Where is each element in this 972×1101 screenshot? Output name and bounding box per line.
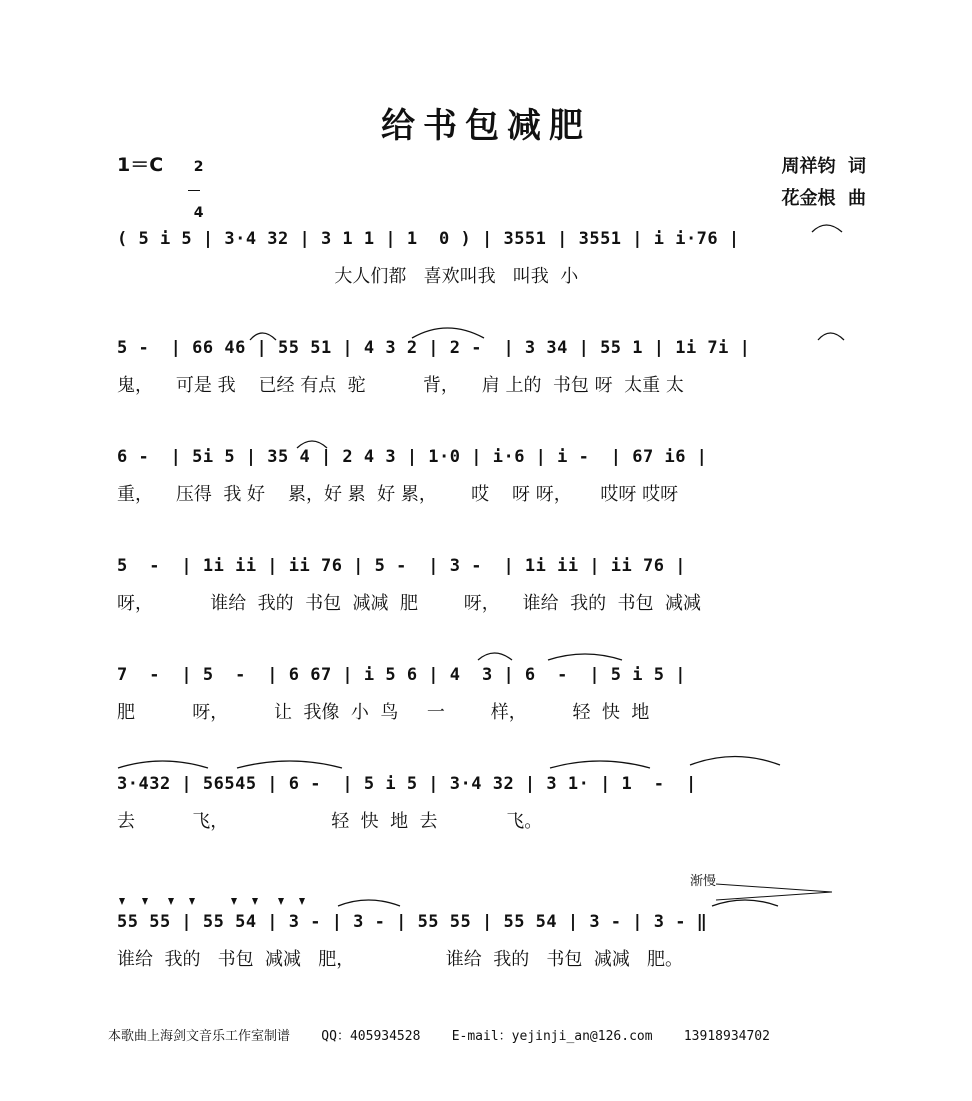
slur-mark <box>237 761 342 768</box>
staccato-mark <box>119 898 125 905</box>
lyrics-line-6: 去 飞， 轻 快 地 去 飞。 <box>117 811 543 832</box>
slur-mark <box>338 900 400 906</box>
slur-mark <box>812 225 842 232</box>
tempo-marking: 渐慢 <box>690 874 717 889</box>
slur-mark <box>297 441 327 448</box>
slur-mark <box>712 900 778 906</box>
notation-line-3: 6 - | 5i 5 | 35 4 | 2 4 3 | 1·0 | i·6 | i - | 67 i6 | <box>117 447 708 467</box>
slur-mark <box>548 654 622 660</box>
staccato-mark <box>299 898 305 905</box>
lyrics-line-2: 鬼， 可是 我 已经 有点 驼 背， 肩 上的 书包 呀 太重 太 <box>117 375 684 396</box>
lyrics-line-1: 大人们都 喜欢叫我 叫我 小 <box>117 266 579 287</box>
slur-mark <box>818 333 844 340</box>
composer-credit: 花金根 曲 <box>781 188 866 209</box>
lyrics-line-7: 谁给 我的 书包 减减 肥， 谁给 我的 书包 减减 肥。 <box>117 949 683 970</box>
tie-mark <box>690 757 780 766</box>
staccato-mark <box>142 898 148 905</box>
notation-line-7: 55 55 | 55 54 | 3 - | 3 - | 55 55 | 55 54 | 3 - | 3 - ‖ <box>117 912 708 932</box>
lyrics-line-5: 肥 呀， 让 我像 小 鸟 一 样， 轻 快 地 <box>117 702 650 723</box>
time-sig-bottom: 4 <box>193 205 204 221</box>
notation-line-4: 5 - | 1i ii | ii 76 | 5 - | 3 - | 1i ii | ii 76 | <box>117 556 686 576</box>
slur-mark <box>478 653 512 660</box>
notation-line-5: 7 - | 5 - | 6 67 | i 5 6 | 4 3 | 6 - | 5 i 5 | <box>117 665 686 685</box>
hairpin-mark <box>716 884 832 892</box>
lyrics-line-4: 呀， 谁给 我的 书包 减减 肥 呀， 谁给 我的 书包 减减 <box>117 593 701 614</box>
notation-line-6: 3·432 | 56545 | 6 - | 5 i 5 | 3·4 32 | 3 1· | 1 - | <box>117 774 697 794</box>
song-title: 给书包减肥 <box>381 106 591 146</box>
lyrics-line-3: 重， 压得 我 好 累，好 累 好 累， 哎 呀 呀， 哎呀 哎呀 <box>117 484 679 505</box>
slur-mark <box>250 333 276 340</box>
staccato-mark <box>278 898 284 905</box>
key-signature: 1＝C <box>117 154 164 176</box>
staccato-mark <box>252 898 258 905</box>
lyricist-credit: 周祥钧 词 <box>781 156 866 177</box>
slur-mark <box>550 761 650 768</box>
footer-credits: 本歌曲上海剑文音乐工作室制谱 QQ：405934528 E-mail：yejinji_an@126.com 13918934702 <box>108 1029 770 1044</box>
staccato-mark <box>168 898 174 905</box>
slur-mark <box>118 761 208 768</box>
staccato-mark <box>189 898 195 905</box>
hairpin-mark <box>716 892 832 900</box>
staccato-mark <box>231 898 237 905</box>
slur-mark <box>412 328 484 338</box>
notation-line-1: ( 5 i 5 | 3·4 32 | 3 1 1 | 1 0 ) | 3551 | 3551 | i i·76 | <box>117 229 740 249</box>
notation-line-2: 5 - | 66 46 | 55 51 | 4 3 2 | 2 - | 3 34 | 55 1 | 1i 7i | <box>117 338 751 358</box>
time-sig-top: 2 <box>193 159 204 175</box>
